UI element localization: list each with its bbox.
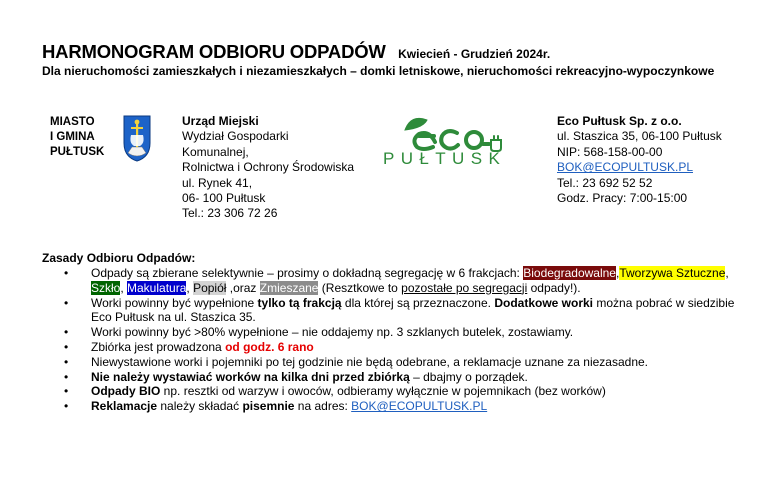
fraction-mixed: Zmieszane (259, 280, 319, 295)
municipality-line: PUŁTUSK (50, 146, 105, 158)
company-nip: NIP: 568-158-00-00 (557, 144, 663, 159)
rule-item: • Worki powinny być >80% wypełnione – nie oddajemy np. 3 szklanych butelek, zostawiamy. (64, 325, 754, 340)
company-hours: Godz. Pracy: 7:00-15:00 (557, 191, 688, 206)
company-phone: Tel.: 23 692 52 52 (557, 175, 653, 190)
complaints-email-link[interactable]: BOK@ECOPULTUSK.PL (351, 399, 488, 414)
fraction-glass: Szkło (91, 280, 121, 295)
office-line: ul. Rynek 41, (182, 175, 253, 190)
page-title: HARMONOGRAM ODBIORU ODPADÓW (42, 41, 386, 62)
fraction-ash: Popiół (193, 280, 227, 295)
company-email-link[interactable]: BOK@ECOPULTUSK.PL (557, 160, 693, 175)
title-row (42, 41, 550, 63)
rule-item: • Zbiórka jest prowadzona od godz. 6 rano (64, 340, 754, 355)
rules-heading: Zasady Odbioru Odpadów: (42, 251, 196, 265)
coat-of-arms-icon (122, 113, 152, 163)
municipality-label (50, 115, 104, 160)
company-info (557, 114, 722, 206)
office-name: Urząd Miejski (182, 114, 259, 128)
office-line: 06- 100 Pułtusk (182, 191, 266, 206)
municipality-line: MIASTO (50, 116, 95, 128)
office-phone: Tel.: 23 306 72 26 (182, 206, 278, 221)
office-info (182, 114, 354, 222)
period-label: Kwiecień - Grudzień 2024r. (398, 47, 551, 61)
collection-time: od godz. 6 rano (225, 339, 314, 354)
office-line: Komunalnej, (182, 144, 249, 159)
rules-list (64, 266, 754, 414)
rule-item: • Odpady BIO np. resztki od warzyw i owoców, odbieramy wyłącznie w pojemnikach (bez worków) (64, 384, 754, 399)
fraction-bio: Biodegradowalne (523, 266, 616, 280)
rule-item: • Worki powinny być wypełnione tylko tą frakcją dla której są przeznaczone. Dodatkowe worki można pobrać w siedzibie Eco Pułtusk na ul. Staszica 35. (64, 296, 754, 326)
rule-item: • Reklamacje należy składać pisemnie na adres: BOK@ECOPULTUSK.PL (64, 399, 754, 414)
fraction-paper: Makulatura (127, 280, 187, 295)
rule-item: • Niewystawione worki i pojemniki po tej godzinie nie będą odebrane, a reklamacje uznane za niezasadne. (64, 355, 754, 370)
office-line: Rolnictwa i Ochrony Środowiska (182, 160, 355, 175)
company-name: Eco Pułtusk Sp. z o.o. (557, 114, 682, 128)
company-address: ul. Staszica 35, 06-100 Pułtusk (557, 129, 722, 144)
municipality-line: I GMINA (50, 131, 95, 143)
rule-item: • Odpady są zbierane selektywnie – prosimy o dokładną segregację w 6 frakcjach: Biodegradowalne,Tworzywa Sztuczne, Szkło, Makulatura, Popiół ,oraz Zmieszane (Resztkowe to pozostałe po segregacji odpady!). (64, 266, 754, 296)
logo-city: PUŁTUSK (383, 149, 507, 166)
eco-pultusk-logo (381, 114, 539, 166)
subtitle: Dla nieruchomości zamieszkałych i niezamieszkałych – domki letniskowe, nieruchomości rekreacyjno-wypoczynkowe (42, 64, 715, 78)
rule-item: • Nie należy wystawiać worków na kilka dni przed zbiórką – dbajmy o porządek. (64, 370, 754, 385)
fraction-plastic: Tworzywa Sztuczne (619, 266, 726, 280)
office-line: Wydział Gospodarki (182, 129, 289, 144)
